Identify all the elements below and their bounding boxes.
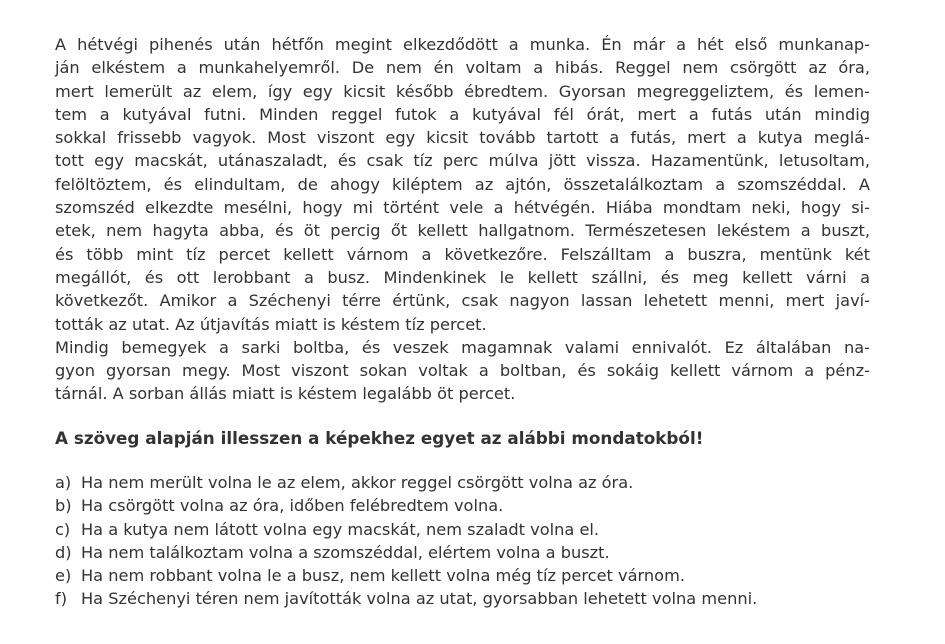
story-paragraph [55, 33, 870, 406]
option-text: Ha nem találkoztam volna a szomszéddal, elértem volna a buszt. [81, 542, 610, 562]
story-line: A hétvégi pihenés után hétfőn megint elkezdődött a munka. Én már a hét első munkanap- [55, 35, 870, 54]
option-text: Ha csörgött volna az óra, időben felébredtem volna. [81, 496, 504, 516]
story-line: mert lemerült az elem, így egy kicsit később ébredtem. Gyorsan megreggeliztem, és lemen- [55, 81, 870, 101]
option-text: Ha a kutya nem látott volna egy macskát, nem szaladt volna el. [81, 519, 600, 539]
option-item [55, 518, 757, 541]
option-letter: b) [55, 496, 72, 516]
option-letter: f) [55, 589, 68, 609]
story-line: tották az utat. Az útjavítás miatt is késtem tíz percet. [55, 314, 487, 334]
option-letter: a) [55, 473, 72, 492]
option-letter: c) [55, 519, 71, 539]
story-line: etek, nem hagyta abba, és öt percig őt kellett hallgatnom. Természetesen lekéstem a buszt, [55, 221, 870, 241]
story-line: Mindig bemegyek a sarki boltba, és veszek magamnak valami ennivalót. Ez általában na- [55, 337, 870, 357]
story-line: tem a kutyával futni. Minden reggel futok a kutyával fél órát, mert a futás után mindig [55, 104, 870, 124]
story-line: felöltöztem, és elindultam, de ahogy kiléptem az ajtón, összetalálkoztam a szomszéddal. A [55, 174, 870, 194]
story-line: sokkal frissebb vagyok. Most viszont egy kicsit tovább tartott a futás, mert a kutya meglá- [55, 128, 870, 148]
story-line: következőt. Amikor a Széchenyi térre értünk, csak nagyon lassan lehetett menni, mert javí- [55, 291, 870, 311]
option-item [55, 587, 757, 610]
option-text: Ha nem merült volna le az elem, akkor reggel csörgött volna az óra. [81, 473, 634, 492]
story-line: megállót, és ott lerobbant a busz. Mindenkinek le kellett szállni, és meg kellett várni a [55, 267, 870, 287]
story-line: gyon gyorsan megy. Most viszont sokan voltak a boltban, és sokáig kellett várnom a pénz- [55, 361, 870, 381]
story-line: szomszéd elkezdte mesélni, hogy mi történt vele a hétvégén. Hiába mondtam neki, hogy si- [55, 198, 870, 218]
option-list [55, 471, 757, 611]
option-letter: d) [55, 542, 72, 562]
story-line: tárnál. A sorban állás miatt is késtem legalább öt percet. [55, 384, 516, 404]
option-text: Ha nem robbant volna le a busz, nem kellett volna még tíz percet várnom. [81, 566, 685, 586]
option-item [55, 541, 757, 564]
option-text: Ha Széchenyi téren nem javították volna az utat, gyorsabban lehetett volna menni. [81, 589, 758, 609]
task-instruction: A szöveg alapján illesszen a képekhez egyet az alábbi mondatokból! [55, 428, 704, 448]
story-line: ján elkéstem a munkahelyemről. De nem én voltam a hibás. Reggel nem csörgött az óra, [55, 58, 870, 78]
story-line: és több mint tíz percet kellett várnom a következőre. Felszálltam a buszra, mentünk két [55, 244, 870, 264]
story-line: tott egy macskát, utánaszaladt, és csak tíz perc múlva jött vissza. Hazamentünk, letusoltam, [55, 151, 870, 171]
option-item [55, 494, 757, 517]
option-item [55, 471, 757, 494]
option-letter: e) [55, 566, 72, 586]
option-item [55, 564, 757, 587]
